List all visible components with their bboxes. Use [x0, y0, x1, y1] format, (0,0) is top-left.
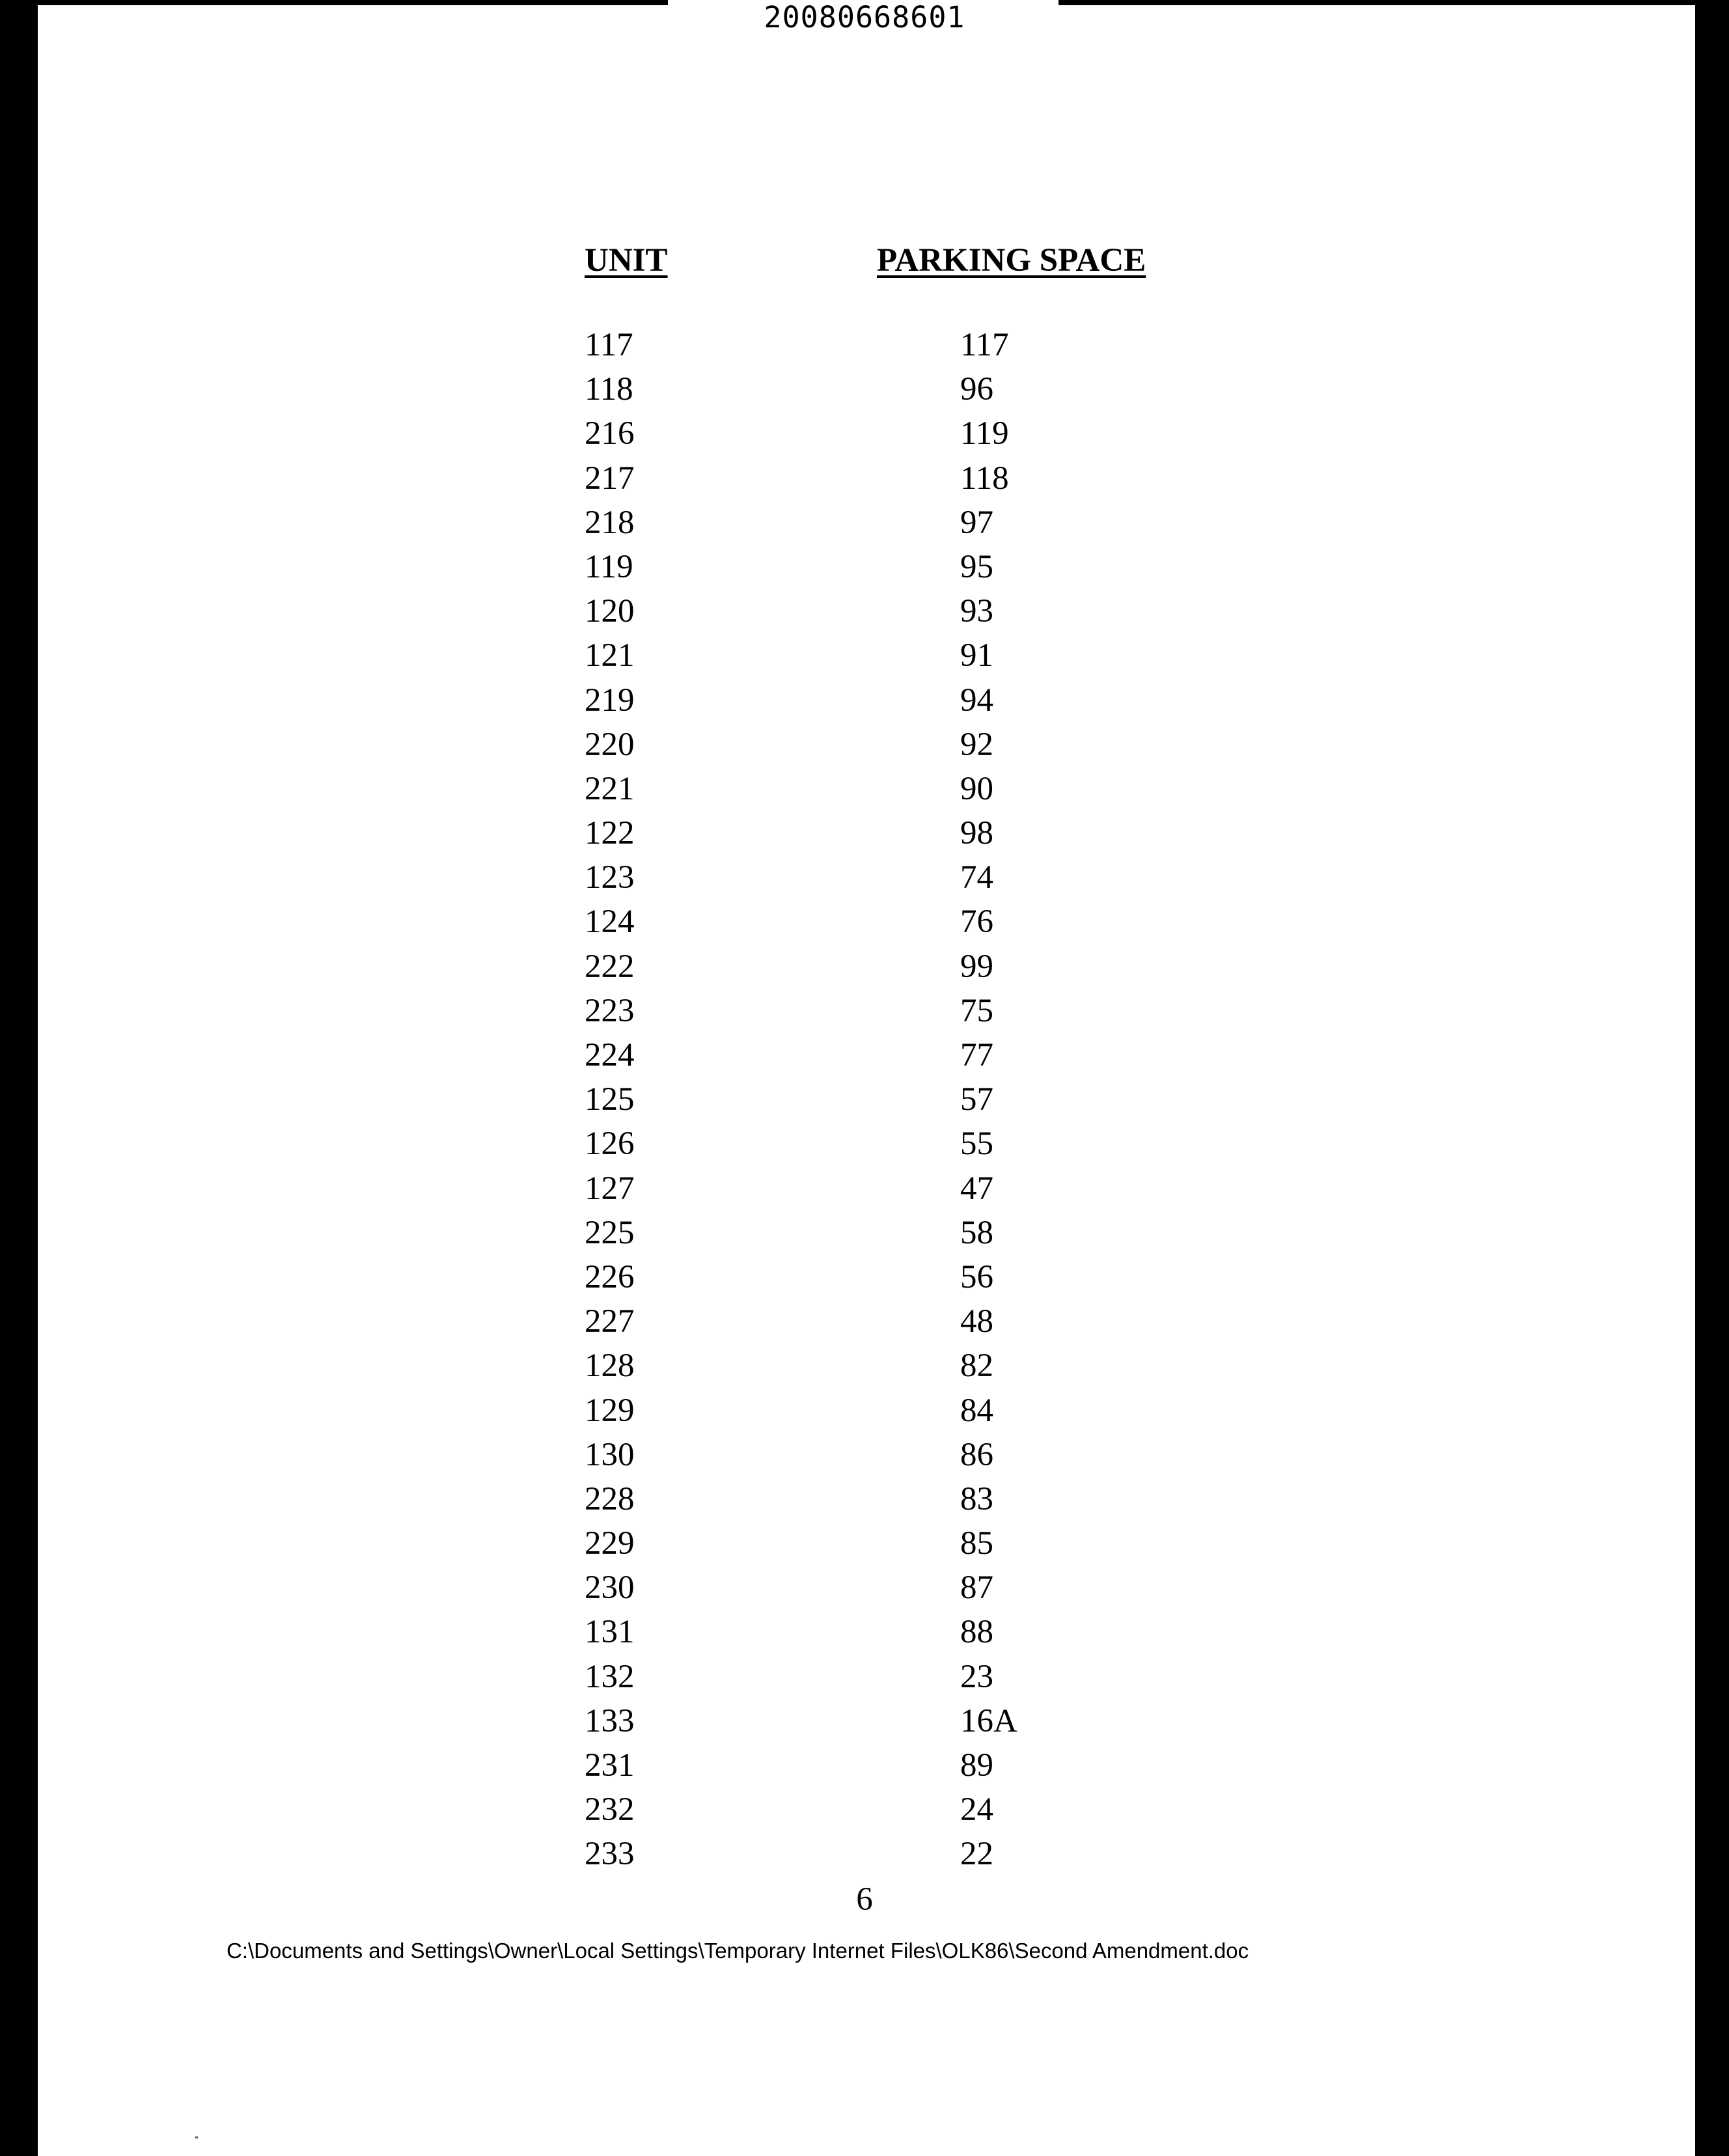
- parking-space-cell: 23: [960, 1658, 993, 1695]
- table-row: [0, 1788, 1729, 1832]
- unit-cell: 125: [585, 1081, 635, 1118]
- parking-space-cell: 22: [960, 1836, 993, 1873]
- parking-space-cell: 76: [960, 904, 993, 941]
- unit-cell: 220: [585, 726, 635, 763]
- parking-space-cell: 58: [960, 1214, 993, 1251]
- unit-cell: 126: [585, 1126, 635, 1163]
- page-number: 6: [856, 1881, 873, 1918]
- unit-cell: 223: [585, 992, 635, 1029]
- parking-space-cell: 82: [960, 1348, 993, 1385]
- unit-cell: 129: [585, 1392, 635, 1429]
- parking-space-cell: 95: [960, 548, 993, 585]
- parking-space-cell: 118: [960, 460, 1009, 497]
- table-row: [0, 678, 1729, 723]
- parking-space-cell: 87: [960, 1569, 993, 1607]
- table-row: [0, 367, 1729, 411]
- parking-space-cell: 24: [960, 1791, 993, 1829]
- table-row: [0, 1610, 1729, 1654]
- table-row: [0, 1566, 1729, 1610]
- table-row: [0, 1433, 1729, 1477]
- parking-space-cell: 56: [960, 1258, 993, 1295]
- parking-space-cell: 92: [960, 726, 993, 763]
- table-row: [0, 1743, 1729, 1788]
- parking-space-cell: 99: [960, 948, 993, 985]
- unit-cell: 118: [585, 371, 633, 408]
- unit-cell: 131: [585, 1614, 635, 1651]
- parking-space-cell: 83: [960, 1480, 993, 1517]
- unit-cell: 133: [585, 1702, 635, 1739]
- parking-space-cell: 86: [960, 1436, 993, 1473]
- unit-column-header: UNIT: [585, 242, 668, 279]
- unit-cell: 120: [585, 593, 635, 630]
- parking-space-cell: 89: [960, 1747, 993, 1784]
- parking-space-cell: 55: [960, 1126, 993, 1163]
- table-row: [0, 1655, 1729, 1699]
- table-row: [0, 723, 1729, 767]
- table-row: [0, 1477, 1729, 1521]
- unit-cell: 228: [585, 1480, 635, 1517]
- table-row: [0, 1699, 1729, 1743]
- parking-space-cell: 117: [960, 327, 1009, 363]
- table-row: [0, 1521, 1729, 1566]
- table-row: [0, 1389, 1729, 1433]
- unit-cell: 128: [585, 1348, 635, 1385]
- table-row: [0, 767, 1729, 811]
- unit-cell: 124: [585, 904, 635, 941]
- table-row: [0, 411, 1729, 456]
- unit-cell: 219: [585, 682, 635, 719]
- parking-space-cell: 85: [960, 1525, 993, 1562]
- parking-space-cell: 93: [960, 593, 993, 630]
- unit-cell: 119: [585, 548, 633, 585]
- table-row: [0, 323, 1729, 367]
- table-row: [0, 1299, 1729, 1344]
- table-row: [0, 633, 1729, 678]
- unit-cell: 217: [585, 460, 635, 497]
- unit-cell: 226: [585, 1258, 635, 1295]
- unit-cell: 132: [585, 1658, 635, 1695]
- parking-space-cell: 84: [960, 1392, 993, 1429]
- table-row: [0, 1033, 1729, 1077]
- unit-cell: 230: [585, 1569, 635, 1607]
- parking-space-cell: 48: [960, 1303, 993, 1340]
- table-row: [0, 1832, 1729, 1876]
- table-row: [0, 811, 1729, 855]
- unit-cell: 130: [585, 1436, 635, 1473]
- parking-space-cell: 74: [960, 859, 993, 896]
- unit-parking-table: [0, 323, 1729, 1877]
- parking-space-cell: 91: [960, 637, 993, 674]
- document-number: 20080668601: [764, 0, 965, 35]
- table-row: [0, 589, 1729, 633]
- unit-cell: 117: [585, 327, 633, 363]
- unit-cell: 123: [585, 859, 635, 896]
- table-row: [0, 1344, 1729, 1388]
- parking-space-cell: 119: [960, 415, 1009, 452]
- parking-space-cell: 98: [960, 815, 993, 852]
- unit-cell: 121: [585, 637, 635, 674]
- table-row: [0, 545, 1729, 589]
- table-row: [0, 1122, 1729, 1166]
- table-row: [0, 1167, 1729, 1211]
- unit-cell: 222: [585, 948, 635, 985]
- parking-space-cell: 90: [960, 770, 993, 807]
- parking-space-cell: 47: [960, 1170, 993, 1207]
- scan-speck: [195, 2136, 198, 2138]
- table-row: [0, 456, 1729, 501]
- parking-space-cell: 57: [960, 1081, 993, 1118]
- unit-cell: 218: [585, 504, 635, 541]
- parking-space-cell: 96: [960, 371, 993, 408]
- unit-cell: 221: [585, 770, 635, 807]
- unit-cell: 233: [585, 1836, 635, 1873]
- unit-cell: 231: [585, 1747, 635, 1784]
- parking-space-column-header: PARKING SPACE: [877, 242, 1146, 279]
- parking-space-cell: 75: [960, 992, 993, 1029]
- parking-space-cell: 16A: [960, 1702, 1017, 1739]
- footer-file-path: C:\Documents and Settings\Owner\Local Settings\Temporary Internet Files\OLK86\Second Amendment.doc: [227, 1939, 1249, 1963]
- unit-cell: 216: [585, 415, 635, 452]
- unit-cell: 225: [585, 1214, 635, 1251]
- unit-cell: 229: [585, 1525, 635, 1562]
- table-row: [0, 900, 1729, 944]
- unit-cell: 122: [585, 815, 635, 852]
- table-row: [0, 1211, 1729, 1255]
- unit-cell: 127: [585, 1170, 635, 1207]
- parking-space-cell: 94: [960, 682, 993, 719]
- unit-cell: 232: [585, 1791, 635, 1829]
- table-row: [0, 989, 1729, 1033]
- parking-space-cell: 88: [960, 1614, 993, 1651]
- table-row: [0, 1255, 1729, 1299]
- parking-space-cell: 97: [960, 504, 993, 541]
- unit-cell: 227: [585, 1303, 635, 1340]
- parking-space-cell: 77: [960, 1037, 993, 1073]
- table-row: [0, 1077, 1729, 1122]
- table-row: [0, 501, 1729, 545]
- table-row: [0, 855, 1729, 900]
- unit-cell: 224: [585, 1037, 635, 1073]
- table-row: [0, 945, 1729, 989]
